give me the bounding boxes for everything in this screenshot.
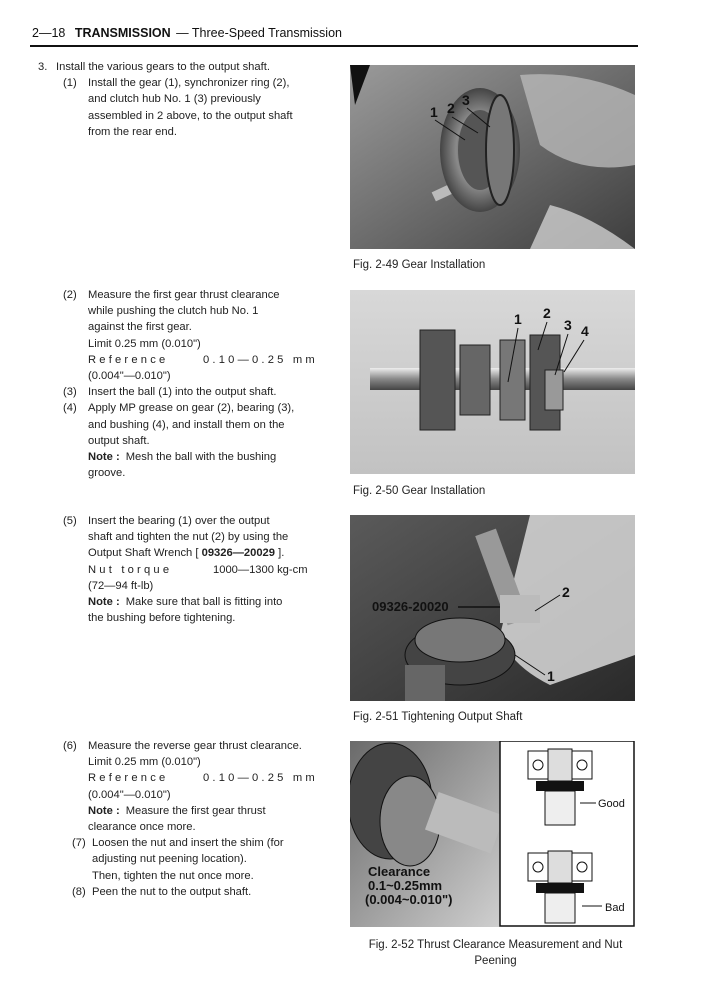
callout-1: 1 [430, 104, 438, 120]
page-header [32, 26, 342, 40]
callout-1: 1 [547, 668, 555, 684]
substep-2-line: Measure the first gear thrust clearance [88, 289, 280, 301]
substep-number: (1) [63, 77, 77, 90]
note-text: the bushing before tightening. [88, 612, 236, 625]
substep-1-line: and clutch hub No. 1 (3) previously [88, 93, 261, 106]
substep-5-line: Insert the bearing (1) over the output [88, 515, 270, 527]
clearance-value-mm: 0.1~0.25mm [368, 878, 443, 893]
substep-7-line: Loosen the nut and insert the shim (for [92, 837, 284, 850]
figure-2-51-caption: Fig. 2-51 Tightening Output Shaft [353, 711, 523, 723]
substep-number: (6) [63, 740, 77, 752]
reference-label: Reference [88, 772, 169, 785]
substep-number: (5) [63, 515, 77, 527]
step-6-8-block [38, 738, 338, 900]
callout-2: 2 [562, 584, 570, 600]
figure-2-50-photo [350, 290, 635, 474]
substep-8-text: Peen the nut to the output shaft. [92, 885, 252, 898]
substep-1-line: from the rear end. [88, 125, 177, 138]
caption-line: Peening [474, 955, 517, 967]
step-2-4-block [38, 287, 338, 481]
substep-5-line: shaft and tighten the nut (2) by using the [88, 531, 289, 544]
callout-2: 2 [543, 305, 551, 321]
figure-2-52-caption [353, 937, 638, 969]
substep-4-line: output shaft. [88, 434, 150, 447]
substep-6-line: Measure the reverse gear thrust clearance. [88, 740, 302, 752]
note-text: Make sure that ball is fitting into [125, 596, 283, 609]
callout-1: 1 [514, 311, 522, 327]
section-title: TRANSMISSION [74, 26, 171, 40]
note-text: groove. [88, 467, 126, 480]
caption-line: Fig. 2-52 Thrust Clearance Measurement and Nut [368, 939, 623, 951]
bad-label: Bad [605, 902, 625, 914]
torque-label: Nut torque [88, 563, 173, 576]
reference-value: 0.10—0.25 mm [203, 772, 318, 785]
good-label: Good [598, 798, 625, 810]
note-text: Mesh the ball with the bushing [125, 451, 277, 464]
step-intro: Install the various gears to the output shaft. [56, 61, 270, 73]
torque-value: 1000—1300 kg-cm [213, 563, 308, 576]
substep-1-line: Install the gear (1), synchronizer ring (2), [88, 77, 290, 90]
note-text: Measure the first gear thrust [125, 804, 266, 817]
figure-2-49-caption: Fig. 2-49 Gear Installation [353, 259, 486, 271]
step-5-block [38, 513, 338, 626]
clearance-value-in: (0.004~0.010") [365, 892, 453, 907]
substep-4-line: Apply MP grease on gear (2), bearing (3), [88, 402, 295, 415]
wrench-suffix: ]. [278, 547, 285, 560]
torque-ft: (72—94 ft-lb) [88, 579, 154, 592]
substep-2-limit: Limit 0.25 mm (0.010") [88, 337, 201, 350]
step-3-block [38, 59, 338, 140]
page-number: 2—18 [32, 26, 66, 40]
tool-part-number: 09326-20020 [372, 599, 449, 614]
figure-2-52 [350, 741, 635, 927]
figure-2-51-photo [350, 515, 635, 701]
note-text: clearance once more. [88, 821, 196, 834]
note-label: Note : [88, 451, 120, 464]
reference-label: Reference [88, 353, 169, 366]
wrench-label: Output Shaft Wrench [ [88, 547, 199, 560]
substep-number: (2) [63, 289, 77, 301]
note-label: Note : [88, 804, 120, 817]
substep-3-text: Insert the ball (1) into the output shaft. [88, 386, 277, 399]
header-rule [30, 45, 638, 47]
note-label: Note : [88, 596, 120, 609]
substep-2-line: against the first gear. [88, 321, 192, 334]
substep-4-line: and bushing (4), and install them on the [88, 418, 285, 431]
substep-number: (8) [72, 885, 86, 898]
substep-number: (4) [63, 402, 77, 415]
callout-2: 2 [447, 100, 455, 116]
section-subtitle: — Three-Speed Transmission [176, 26, 342, 40]
step-number: 3. [38, 61, 48, 73]
reference-value: 0.10—0.25 mm [203, 353, 318, 366]
substep-2-line: while pushing the clutch hub No. 1 [88, 305, 259, 318]
wrench-part-number: 09326—20029 [201, 547, 276, 560]
callout-4: 4 [581, 323, 589, 339]
substep-7-line: adjusting nut peening location). [92, 853, 247, 866]
reference-inch: (0.004"—0.010") [88, 370, 171, 383]
substep-6-limit: Limit 0.25 mm (0.010") [88, 756, 201, 769]
callout-3: 3 [564, 317, 572, 333]
callout-3: 3 [462, 92, 470, 108]
figure-2-49-photo [350, 65, 635, 249]
substep-number: (7) [72, 837, 86, 850]
substep-1-line: assembled in 2 above, to the output shaft [88, 109, 293, 122]
figure-2-50-caption: Fig. 2-50 Gear Installation [353, 485, 486, 497]
clearance-label: Clearance [368, 864, 431, 879]
reference-inch: (0.004"—0.010") [88, 788, 171, 801]
substep-7-line: Then, tighten the nut once more. [92, 869, 254, 882]
substep-number: (3) [63, 386, 77, 399]
